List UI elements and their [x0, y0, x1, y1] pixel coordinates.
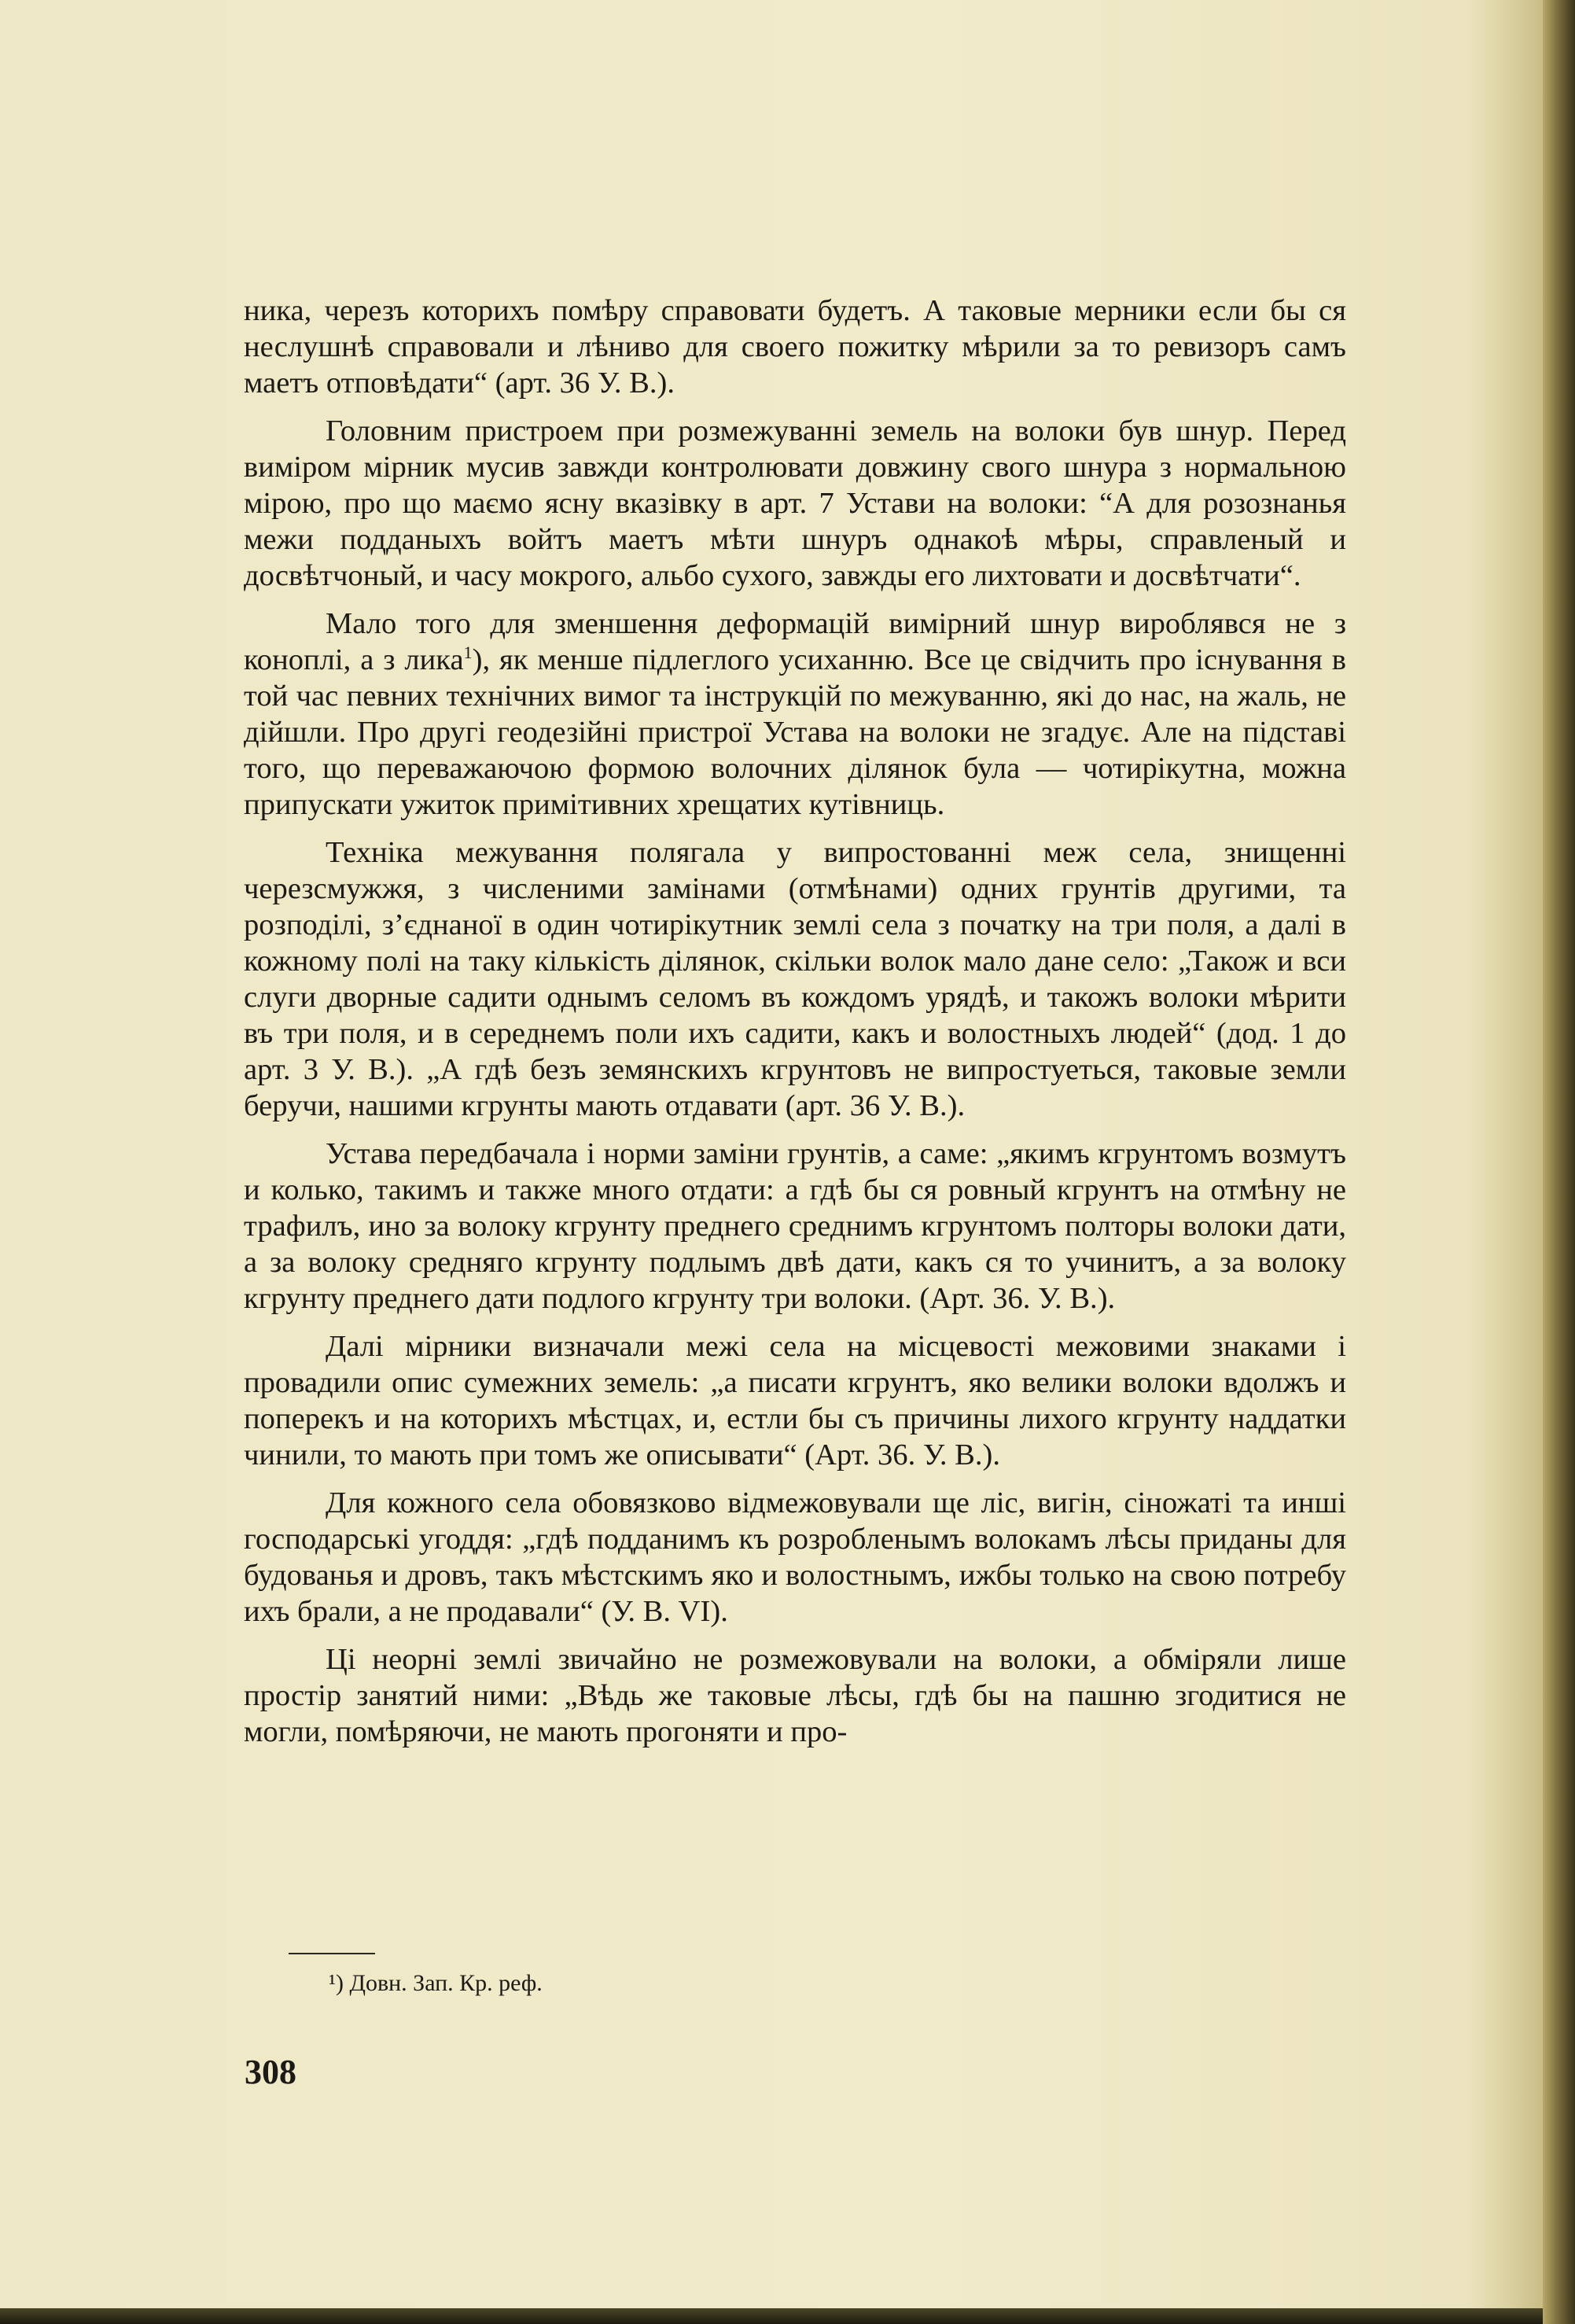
paragraph-1: ника, черезъ которихъ помѣру справовати будетъ. А таковые мерники если бы ся неслушнѣ справовали и лѣниво для своего пожитку мѣрили за то ревизоръ самъ маетъ отповѣдати“ (арт. 36 У. В.). — [244, 294, 1346, 400]
footnote-text: Довн. Зап. Кр. реф. — [349, 1970, 543, 1996]
book-edge-bottom — [0, 2308, 1543, 2324]
paragraph-3-rest: ), як менше підлеглого усиханню. Все це свідчить про існування в той час певних технічних вимог та інструкцій по межуванню, які до нас, на жаль, не дійшли. Про другі геодезійні пристрої Устава на волоки не згадує. Але на підставі того, що переважаючою формою волочних ділянок була — чотирікутна, можна припускати ужиток примітивних хрещатих кутівниць. — [244, 643, 1346, 821]
paragraph-7: Для кожного села обовязково відмежовували ще ліс, вигін, сіножаті та инші господарські угоддя: „гдѣ подданимъ къ розробленымъ волокамъ лѣсы приданы для будованья и дровъ, такъ мѣстскимъ яко и волостнымъ, ижбы только на свою потребу ихъ брали, а не продавали“ (У. В. VI). — [244, 1486, 1346, 1628]
paragraph-4: Техніка межування полягала у випростованні меж села, знищенні черезсмужжя, з численими замінами (отмѣнами) одних грунтів другими, та розподілі, з’єднаної в один чотирікутник землі села з початку на три поля, а далі в кожному полі на таку кількість ділянок, скільки волок мало дане село: „Також и вси слуги дворные садити однымъ селомъ въ кождомъ урядѣ, и такожъ волоки мѣрити въ три поля, и в середнемъ поли ихъ садити, какъ и волостныхъ людей“ (дод. 1 до арт. 3 У. В.). „А гдѣ безъ земянскихъ кгрунтовъ не випростуеться, таковые земли беручи, нашими кгрунты мають отдавати (арт. 36 У. В.). — [244, 836, 1346, 1122]
paragraph-3 — [244, 606, 1346, 823]
paragraph-5: Устава передбачала і норми заміни грунтів, а саме: „якимъ кгрунтомъ возмутъ и колько, такимъ и также много отдати: а гдѣ бы ся ровный кгрунтъ на отмѣну не трафилъ, ино за волоку кгрунту преднего среднимъ кгрунтомъ полторы волоки дати, а за волоку средняго кгрунту подлымъ двѣ дати, какъ ся то учинитъ, а за волоку кгрунту преднего дати подлого кгрунту три волоки. (Арт. 36. У. В.). — [244, 1137, 1346, 1315]
book-edge-right — [1543, 0, 1575, 2324]
footnote-marker: ¹) — [329, 1970, 344, 1996]
body-text — [244, 293, 1346, 1762]
footnote-reference: 1 — [463, 643, 473, 662]
paragraph-8: Ці неорні землі звичайно не розмежовували на волоки, а обміряли лише простір занятий ними: „Вѣдь же таковые лѣсы, гдѣ бы на пашню згодитися не могли, помѣряючи, не мають прогоняти и про- — [244, 1643, 1346, 1748]
paragraph-3-start: Мало того для зменшення деформацій вимірний шнур вироблявся не з коноплі, а з лика — [244, 607, 1346, 676]
footnote-divider — [289, 1953, 375, 1954]
paragraph-6: Далі мірники визначали межі села на місцевості межовими знаками і провадили опис сумежних земель: „а писати кгрунтъ, яко велики волоки вдолжъ и поперекъ и на которихъ мѣстцах, и, естли бы съ причины лихого кгрунту наддатки чинили, то мають при томъ же описывати“ (Арт. 36. У. В.). — [244, 1330, 1346, 1471]
paragraph-2: Головним пристроем при розмежуванні земель на волоки був шнур. Перед виміром мірник мусив завжди контролювати довжину свого шнура з нормальною мірою, про що маємо ясну вказівку в арт. 7 Устави на волоки: “А для розознанья межи подданыхъ войтъ маетъ мѣти шнуръ однакоѣ мѣры, справленый и досвѣтчоный, и часу мокрого, альбо сухого, завжды его лихтовати и досвѣтчати“. — [244, 414, 1346, 592]
footnote — [329, 1968, 543, 1999]
page-number: 308 — [245, 2053, 296, 2091]
